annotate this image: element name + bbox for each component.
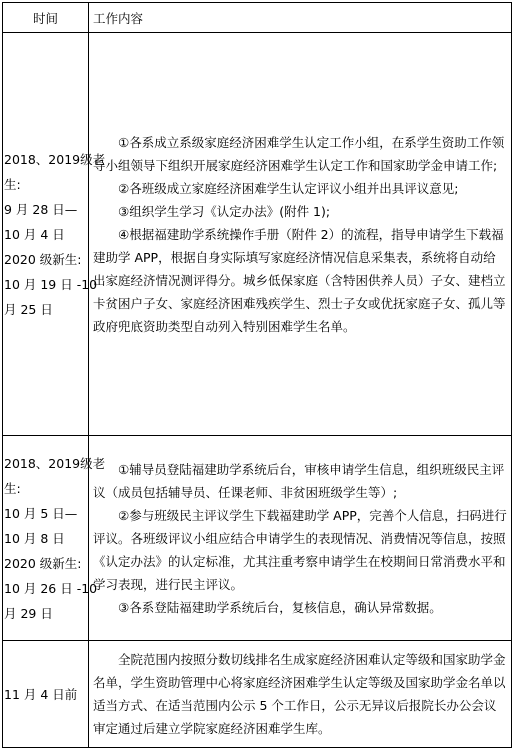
table-row xyxy=(3,436,512,641)
time-line: 10 月 4 日 xyxy=(4,226,65,242)
content-item: ③组织学生学习《认定办法》(附件 1); xyxy=(118,203,331,219)
table-row xyxy=(3,641,512,748)
content-cell xyxy=(89,641,512,748)
table-header-row xyxy=(3,3,512,33)
time-cell xyxy=(3,436,106,641)
time-line: 10 月 19 日 -10 xyxy=(4,276,98,292)
content-item: ①各系成立系级家庭经济困难学生认定工作小组，在系学生资助工作领导小组领导下组织开展家庭经济困难学生认定工作和国家助学金申请工作; xyxy=(93,134,505,173)
time-line: 生: xyxy=(4,480,21,496)
content-item: ②参与班级民主评议学生下载福建助学 APP，完善个人信息，扫码进行评议。各班级评议小组应结合申请学生的表现情况、消费情况等信息，按照《认定办法》的认定标准，尤其注重考察申请学生在校期间日常消费水平和学习表现，进行民主评议。 xyxy=(93,507,507,592)
content-item: ①辅导员登陆福建助学系统后台，审核申请学生信息，组织班级民主评议（成员包括辅导员、任课老师、非贫困班级学生等）; xyxy=(93,461,505,500)
time-line: 9 月 28 日— xyxy=(4,201,78,217)
time-line: 月 25 日 xyxy=(4,301,53,317)
time-line: 2018、2019级老 xyxy=(4,151,106,167)
content-cell xyxy=(89,436,512,641)
time-line: 10 月 8 日 xyxy=(4,530,65,546)
time-line: 10 月 26 日 -10 xyxy=(4,580,98,596)
time-line: 2020 级新生: xyxy=(4,555,82,571)
time-line: 11 月 4 日前 xyxy=(4,686,78,702)
time-line: 2018、2019级老 xyxy=(4,455,106,471)
content-cell xyxy=(89,33,512,436)
time-line: 月 29 日 xyxy=(4,605,53,621)
header-time: 时间 xyxy=(3,3,89,33)
header-content: 工作内容 xyxy=(89,3,512,33)
content-item: ④根据福建助学系统操作手册（附件 2）的流程，指导申请学生下载福建助学 APP，根据自身实际填写家庭经济情况信息采集表，系统将自动给出家庭经济情况测评得分。城乡低保家庭（含特困供养人员）子女、建档立卡贫困户子女、家庭经济困难残疾学生、烈士子女或优抚家庭子女、孤儿等政府兜底资助类型自动列入特别困难学生名单。 xyxy=(93,226,506,334)
time-cell xyxy=(3,641,89,748)
time-line: 2020 级新生: xyxy=(4,251,82,267)
content-item: ③各系登陆福建助学系统后台，复核信息，确认异常数据。 xyxy=(118,599,442,615)
schedule-table xyxy=(2,2,512,748)
time-cell xyxy=(3,33,106,436)
content-item: 全院范围内按照分数切线排名生成家庭经济困难认定等级和国家助学金名单，学生资助管理中心将家庭经济困难学生认定等级及国家助学金名单以适当方式、在适当范围内公示 5 个工作日，公示无异议后报院长办公会议审定通过后建立学院家庭经济困难学生库。 xyxy=(93,652,506,736)
time-line: 10 月 5 日— xyxy=(4,505,78,521)
table-row xyxy=(3,33,512,436)
time-line: 生: xyxy=(4,176,21,192)
content-item: ②各班级成立家庭经济困难学生认定评议小组并出具评议意见; xyxy=(118,180,459,196)
